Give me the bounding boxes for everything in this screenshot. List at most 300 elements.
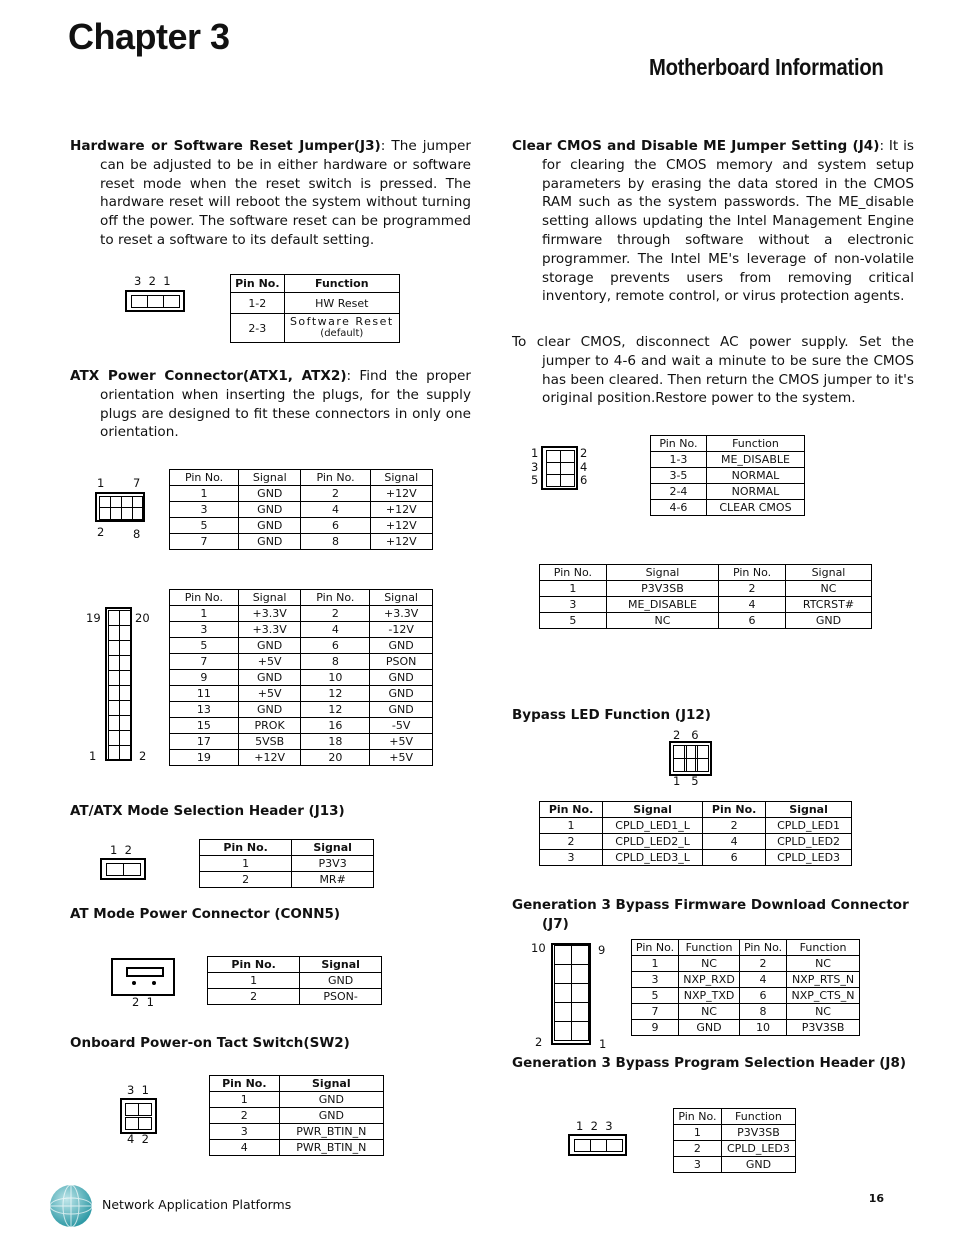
table-cell: +12V [370,486,432,502]
table-cell: GND [279,1108,383,1124]
table-cell: 3 [170,622,239,638]
j12-bottom-labels: 1 5 [673,774,699,788]
table-cell: GND [785,613,871,629]
table-cell: +3.3V [238,622,301,638]
table-cell: 9 [170,670,239,686]
table-cell: RTCRST# [785,597,871,613]
table-row [632,988,860,1004]
table-cell: 9 [632,1020,679,1036]
atx-th: Signal [238,590,301,606]
table-cell: GND [370,670,433,686]
table-cell: NC [787,1004,860,1020]
j3-pin-cell [163,295,180,308]
table-cell: 3 [674,1157,722,1173]
atx2-connector-diagram [105,607,132,761]
table-cell: 2 [210,1108,280,1124]
table-cell: 2 [208,989,300,1005]
table-cell: 5VSB [238,734,301,750]
table-cell: NORMAL [706,484,804,500]
table-cell: 2 [740,956,787,972]
atx2-table [169,589,433,766]
j3-table [230,274,400,343]
j12-th: Signal [766,802,852,818]
table-cell: CPLD_LED2_L [603,834,703,850]
table-row [170,686,433,702]
table-row [208,973,382,989]
atx-th: Signal [370,470,432,486]
table-cell: NC [606,613,718,629]
table-cell: 3 [632,972,679,988]
table-cell: 1 [540,818,603,834]
table-cell: 4 [210,1140,280,1156]
page-number: 16 [868,1192,884,1205]
table-row [674,1141,796,1157]
table-cell: GND [300,973,382,989]
j3-cell: 1-2 [231,293,285,314]
table-cell: 19 [170,750,239,766]
j4-pin-2: 2 [580,446,588,460]
table-cell: GND [370,702,433,718]
conn5-pin-labels: 2 1 [132,995,154,1009]
j12-th: Pin No. [540,802,603,818]
sw2-th: Signal [279,1076,383,1092]
table-cell: 16 [301,718,370,734]
table-cell: -12V [370,622,433,638]
table-row [170,518,433,534]
conn5-connector-diagram [111,958,175,996]
atx1-pin-8: 8 [133,527,141,541]
table-cell: 7 [170,654,239,670]
table-cell: CLEAR CMOS [706,500,804,516]
table-cell: CPLD_LED3 [721,1141,795,1157]
table-row [200,872,374,888]
table-row [170,606,433,622]
j7-th: Pin No. [740,940,787,956]
table-cell: 1 [540,581,607,597]
table-cell: 4 [719,597,786,613]
j3-jumper-diagram [125,290,185,312]
j4-pin-6: 6 [580,473,588,487]
atx-th: Pin No. [301,470,370,486]
table-row [210,1108,384,1124]
j3-cell: HW Reset [284,293,399,314]
table-cell: 1 [632,956,679,972]
j13-heading: AT/ATX Mode Selection Header (J13) [70,803,345,819]
j7-connector-diagram [551,943,591,1045]
j3-pin-cell [147,295,164,308]
table-cell: 3 [540,850,603,866]
table-cell: +12V [370,502,432,518]
table-cell: 5 [540,613,607,629]
table-cell: P3V3SB [721,1125,795,1141]
j7-th: Function [679,940,740,956]
connector-pin-cell [119,685,131,701]
table-row [540,850,852,866]
atx-text: : Find the proper orientation when inserting the plugs, for the supply plugs are designed to fit these connectors in only one orientation. [100,368,471,441]
table-row [208,989,382,1005]
atx2-pin-19: 19 [86,611,101,625]
table-cell: ME_DISABLE [706,452,804,468]
table-row [170,622,433,638]
j4-pin-1: 1 [531,446,539,460]
j7-pin-2: 2 [535,1035,543,1049]
table-cell: 8 [301,654,370,670]
table-cell: 13 [170,702,239,718]
j4-signal-table [539,564,872,629]
j13-table [199,839,374,888]
table-cell: GND [239,534,301,550]
sw2-top-labels: 3 1 [127,1083,149,1097]
connector-pin-cell [119,640,131,656]
table-cell: 7 [632,1004,679,1020]
table-cell: NXP_RTS_N [787,972,860,988]
atx1-table [169,469,433,550]
table-cell: 5 [170,638,239,654]
table-cell: 4 [703,834,766,850]
j12-table [539,801,852,866]
table-cell: 20 [301,750,370,766]
table-row [540,613,872,629]
table-cell: 2 [703,818,766,834]
table-row [170,638,433,654]
table-cell: 2 [719,581,786,597]
table-row [170,534,433,550]
table-cell: 2 [540,834,603,850]
j12-th: Signal [603,802,703,818]
connector-pin-cell [119,700,131,716]
connector-pin-cell [571,964,589,984]
table-cell: 1-3 [651,452,707,468]
table-cell: CPLD_LED2 [766,834,852,850]
table-cell: 1 [208,973,300,989]
connector-pin-cell [119,610,131,626]
table-row [210,1140,384,1156]
j4-th: Pin No. [651,436,707,452]
connector-pin-cell [119,730,131,746]
table-cell: 1 [210,1092,280,1108]
table-cell: -5V [370,718,433,734]
table-cell: 4 [740,972,787,988]
table-row [170,654,433,670]
connector-pin-cell [571,983,589,1003]
table-cell: CPLD_LED1_L [603,818,703,834]
connector-pin-cell [571,1021,589,1041]
j12-heading: Bypass LED Function (J12) [512,707,711,723]
table-cell: PROK [238,718,301,734]
atx2-pin-1: 1 [89,749,97,763]
atx-paragraph [70,367,471,442]
table-cell: +5V [238,654,301,670]
table-cell: +12V [370,534,432,550]
table-cell: 8 [301,534,370,550]
j8-heading: Generation 3 Bypass Program Selection Header (J8) [512,1055,907,1071]
table-row [651,500,805,516]
atx-th: Pin No. [301,590,370,606]
conn5-th: Pin No. [208,957,300,973]
table-cell: NC [785,581,871,597]
j4-jumper-diagram [541,446,578,490]
table-cell: 2 [674,1141,722,1157]
table-cell: CPLD_LED1 [766,818,852,834]
table-row [632,956,860,972]
globe-logo-icon [48,1183,94,1229]
connector-pin-cell [119,670,131,686]
table-row [200,856,374,872]
atx-th: Pin No. [170,590,239,606]
table-cell: 3 [170,502,239,518]
table-cell: +3.3V [370,606,433,622]
connector-pin-cell [571,945,589,965]
sw2-switch-diagram [120,1098,157,1134]
connector-pin-cell [119,655,131,671]
table-cell: P3V3 [292,856,374,872]
chapter-title: Chapter 3 [68,16,230,57]
j3-th-pin: Pin No. [231,275,285,293]
table-cell: 17 [170,734,239,750]
j4-pin-5: 5 [531,473,539,487]
table-cell: 6 [301,518,370,534]
table-row [540,834,852,850]
section-title: Motherboard Information [649,54,884,80]
table-cell: 2 [301,606,370,622]
atx2-pin-2: 2 [139,749,147,763]
j3-pin-labels: 3 2 1 [134,274,171,288]
j12-top-labels: 2 6 [673,728,699,742]
atx-th: Signal [370,590,433,606]
conn5-heading: AT Mode Power Connector (CONN5) [70,906,341,922]
table-cell: 8 [740,1004,787,1020]
sw2-th: Pin No. [210,1076,280,1092]
table-cell: MR# [292,872,374,888]
table-cell: GND [279,1092,383,1108]
j12-header-diagram [669,741,712,776]
j3-cell: 2-3 [231,314,285,343]
table-cell: 7 [170,534,239,550]
j4-lead: Clear CMOS and Disable ME Jumper Setting (J4) [512,138,880,154]
table-row [170,502,433,518]
j4-pin-4: 4 [580,459,588,474]
table-row [674,1157,796,1173]
table-cell: 3 [210,1124,280,1140]
table-cell: 1 [170,606,239,622]
table-cell: +12V [238,750,301,766]
connector-pin-cell [571,1002,589,1022]
table-cell: 6 [719,613,786,629]
j13-jumper-diagram [100,858,146,880]
table-cell: GND [370,686,433,702]
table-cell: NC [787,956,860,972]
table-cell: CPLD_LED3 [766,850,852,866]
j4-th2: Pin No. [540,565,607,581]
sw2-table [209,1075,384,1156]
table-cell: 2-4 [651,484,707,500]
table-cell: PSON [370,654,433,670]
atx1-pin-1: 1 [97,476,105,490]
connector-pin-cell [119,745,131,761]
table-cell: 6 [740,988,787,1004]
atx-th: Signal [239,470,301,486]
j13-th: Pin No. [200,840,292,856]
connector-pin-cell [554,1002,572,1022]
j4-paragraph [512,137,914,306]
j8-th: Pin No. [674,1109,722,1125]
table-cell: +3.3V [238,606,301,622]
j7-pin-9: 9 [598,943,606,957]
table-row [170,486,433,502]
j3-paragraph [70,137,471,250]
table-row [540,818,852,834]
table-cell: +5V [238,686,301,702]
table-row [632,1020,860,1036]
table-cell: 1 [170,486,239,502]
table-cell: NXP_CTS_N [787,988,860,1004]
table-row [540,581,872,597]
table-cell: 4-6 [651,500,707,516]
atx-th: Pin No. [170,470,239,486]
table-cell: 5 [170,518,239,534]
table-cell: 1 [200,856,292,872]
footer-text: Network Application Platforms [102,1197,292,1212]
j3-th-function: Function [284,275,399,293]
table-cell: +5V [370,734,433,750]
table-cell: 11 [170,686,239,702]
table-cell: 12 [301,686,370,702]
connector-pin-cell [119,625,131,641]
clear-cmos-paragraph: To clear CMOS, disconnect AC power supply. Set the jumper to 4-6 and wait a minute to be sure the CMOS has been cleared. Then return the CMOS jumper to it's original position.Restore power to the system. [512,334,914,407]
table-row [170,718,433,734]
table-row [170,750,433,766]
table-cell: GND [370,638,433,654]
j4-function-table [650,435,805,516]
j13-th: Signal [292,840,374,856]
table-cell: PSON- [300,989,382,1005]
connector-pin-cell [119,715,131,731]
j8-table [673,1108,796,1173]
j4-left-labels [531,447,538,488]
j4-th2: Signal [606,565,718,581]
table-cell: 2 [200,872,292,888]
atx2-pin-20: 20 [135,611,150,625]
conn5-th: Signal [300,957,382,973]
table-cell: 3 [540,597,607,613]
table-cell: 3-5 [651,468,707,484]
table-cell: 10 [301,670,370,686]
connector-pin-cell [554,1021,572,1041]
j3-pin-cell [131,295,148,308]
j4-pin-3: 3 [531,459,539,474]
j13-pin-labels: 1 2 [110,843,132,857]
j7-heading: Generation 3 Bypass Firmware Download Connector (J7) [512,897,909,932]
j7-th: Function [787,940,860,956]
table-row [540,597,872,613]
j3-text: : The jumper can be adjusted to be in either hardware or software reset mode when the reset switch is pressed. The hardware reset will reboot the system without turning off the power. The software reset can be programmed to reset a software to its default setting. [100,138,471,248]
j7-table [631,939,860,1036]
table-cell: +12V [370,518,432,534]
table-cell: PWR_BTIN_N [279,1124,383,1140]
atx1-connector-diagram [95,492,145,522]
j3-lead: Hardware or Software Reset Jumper(J3) [70,138,381,154]
j7-th: Pin No. [632,940,679,956]
table-row [170,670,433,686]
j4-th: Function [706,436,804,452]
table-cell: 5 [632,988,679,1004]
table-cell: NORMAL [706,468,804,484]
table-cell: 6 [703,850,766,866]
table-cell: 15 [170,718,239,734]
table-cell: 1 [674,1125,722,1141]
table-cell: GND [239,486,301,502]
table-cell: 6 [301,638,370,654]
atx1-pin-7: 7 [133,476,141,490]
connector-pin-cell [554,983,572,1003]
connector-pin-cell [554,945,572,965]
table-row [632,1004,860,1020]
table-cell: 12 [301,702,370,718]
table-row [632,972,860,988]
table-cell: GND [239,502,301,518]
j4-th2: Pin No. [719,565,786,581]
j7-pin-10: 10 [531,941,546,955]
table-cell: 18 [301,734,370,750]
table-cell: 10 [740,1020,787,1036]
table-cell: GND [721,1157,795,1173]
sw2-bottom-labels: 4 2 [127,1132,149,1146]
table-cell: PWR_BTIN_N [279,1140,383,1156]
j3-cell: Software Reset [289,315,394,328]
table-row [170,702,433,718]
table-cell: NXP_RXD [679,972,740,988]
table-row [651,484,805,500]
j8-header-diagram [568,1134,627,1156]
table-cell: GND [238,702,301,718]
table-row [651,452,805,468]
table-cell: NXP_TXD [679,988,740,1004]
j12-th: Pin No. [703,802,766,818]
table-row [170,734,433,750]
connector-pin-cell [554,964,572,984]
j8-th: Function [721,1109,795,1125]
conn5-table [207,956,382,1005]
table-cell: P3V3SB [606,581,718,597]
j7-pin-1: 1 [599,1037,607,1051]
j4-right-labels [580,447,587,488]
table-row [210,1092,384,1108]
j8-pin-labels: 1 2 3 [576,1119,613,1133]
atx1-pin-2: 2 [97,525,105,539]
table-cell: ME_DISABLE [606,597,718,613]
table-cell: 2 [301,486,370,502]
table-cell: +5V [370,750,433,766]
sw2-heading: Onboard Power-on Tact Switch(SW2) [70,1035,350,1051]
table-cell: GND [239,518,301,534]
table-cell: 4 [301,622,370,638]
table-cell: GND [679,1020,740,1036]
table-cell: NC [679,956,740,972]
table-cell: GND [238,638,301,654]
table-cell: NC [679,1004,740,1020]
atx-lead: ATX Power Connector(ATX1, ATX2) [70,368,347,384]
table-row [674,1125,796,1141]
table-row [651,468,805,484]
table-cell: CPLD_LED3_L [603,850,703,866]
table-cell: 4 [301,502,370,518]
j4-text: : It is for clearing the CMOS memory and system setup parameters by erasing the data stored in the CMOS RAM such as the system passwords. The ME_disable setting allows updating the Intel Management Engine firmware through software without a electronic programmer. The Intel ME's leverage of non-volatile storage prevents users from removing critical inventory, remote control, or virus protection agents. [542,138,915,305]
j3-cell-default: (default) [320,328,364,339]
table-cell: GND [238,670,301,686]
table-row [210,1124,384,1140]
table-cell: P3V3SB [787,1020,860,1036]
j4-th2: Signal [785,565,871,581]
